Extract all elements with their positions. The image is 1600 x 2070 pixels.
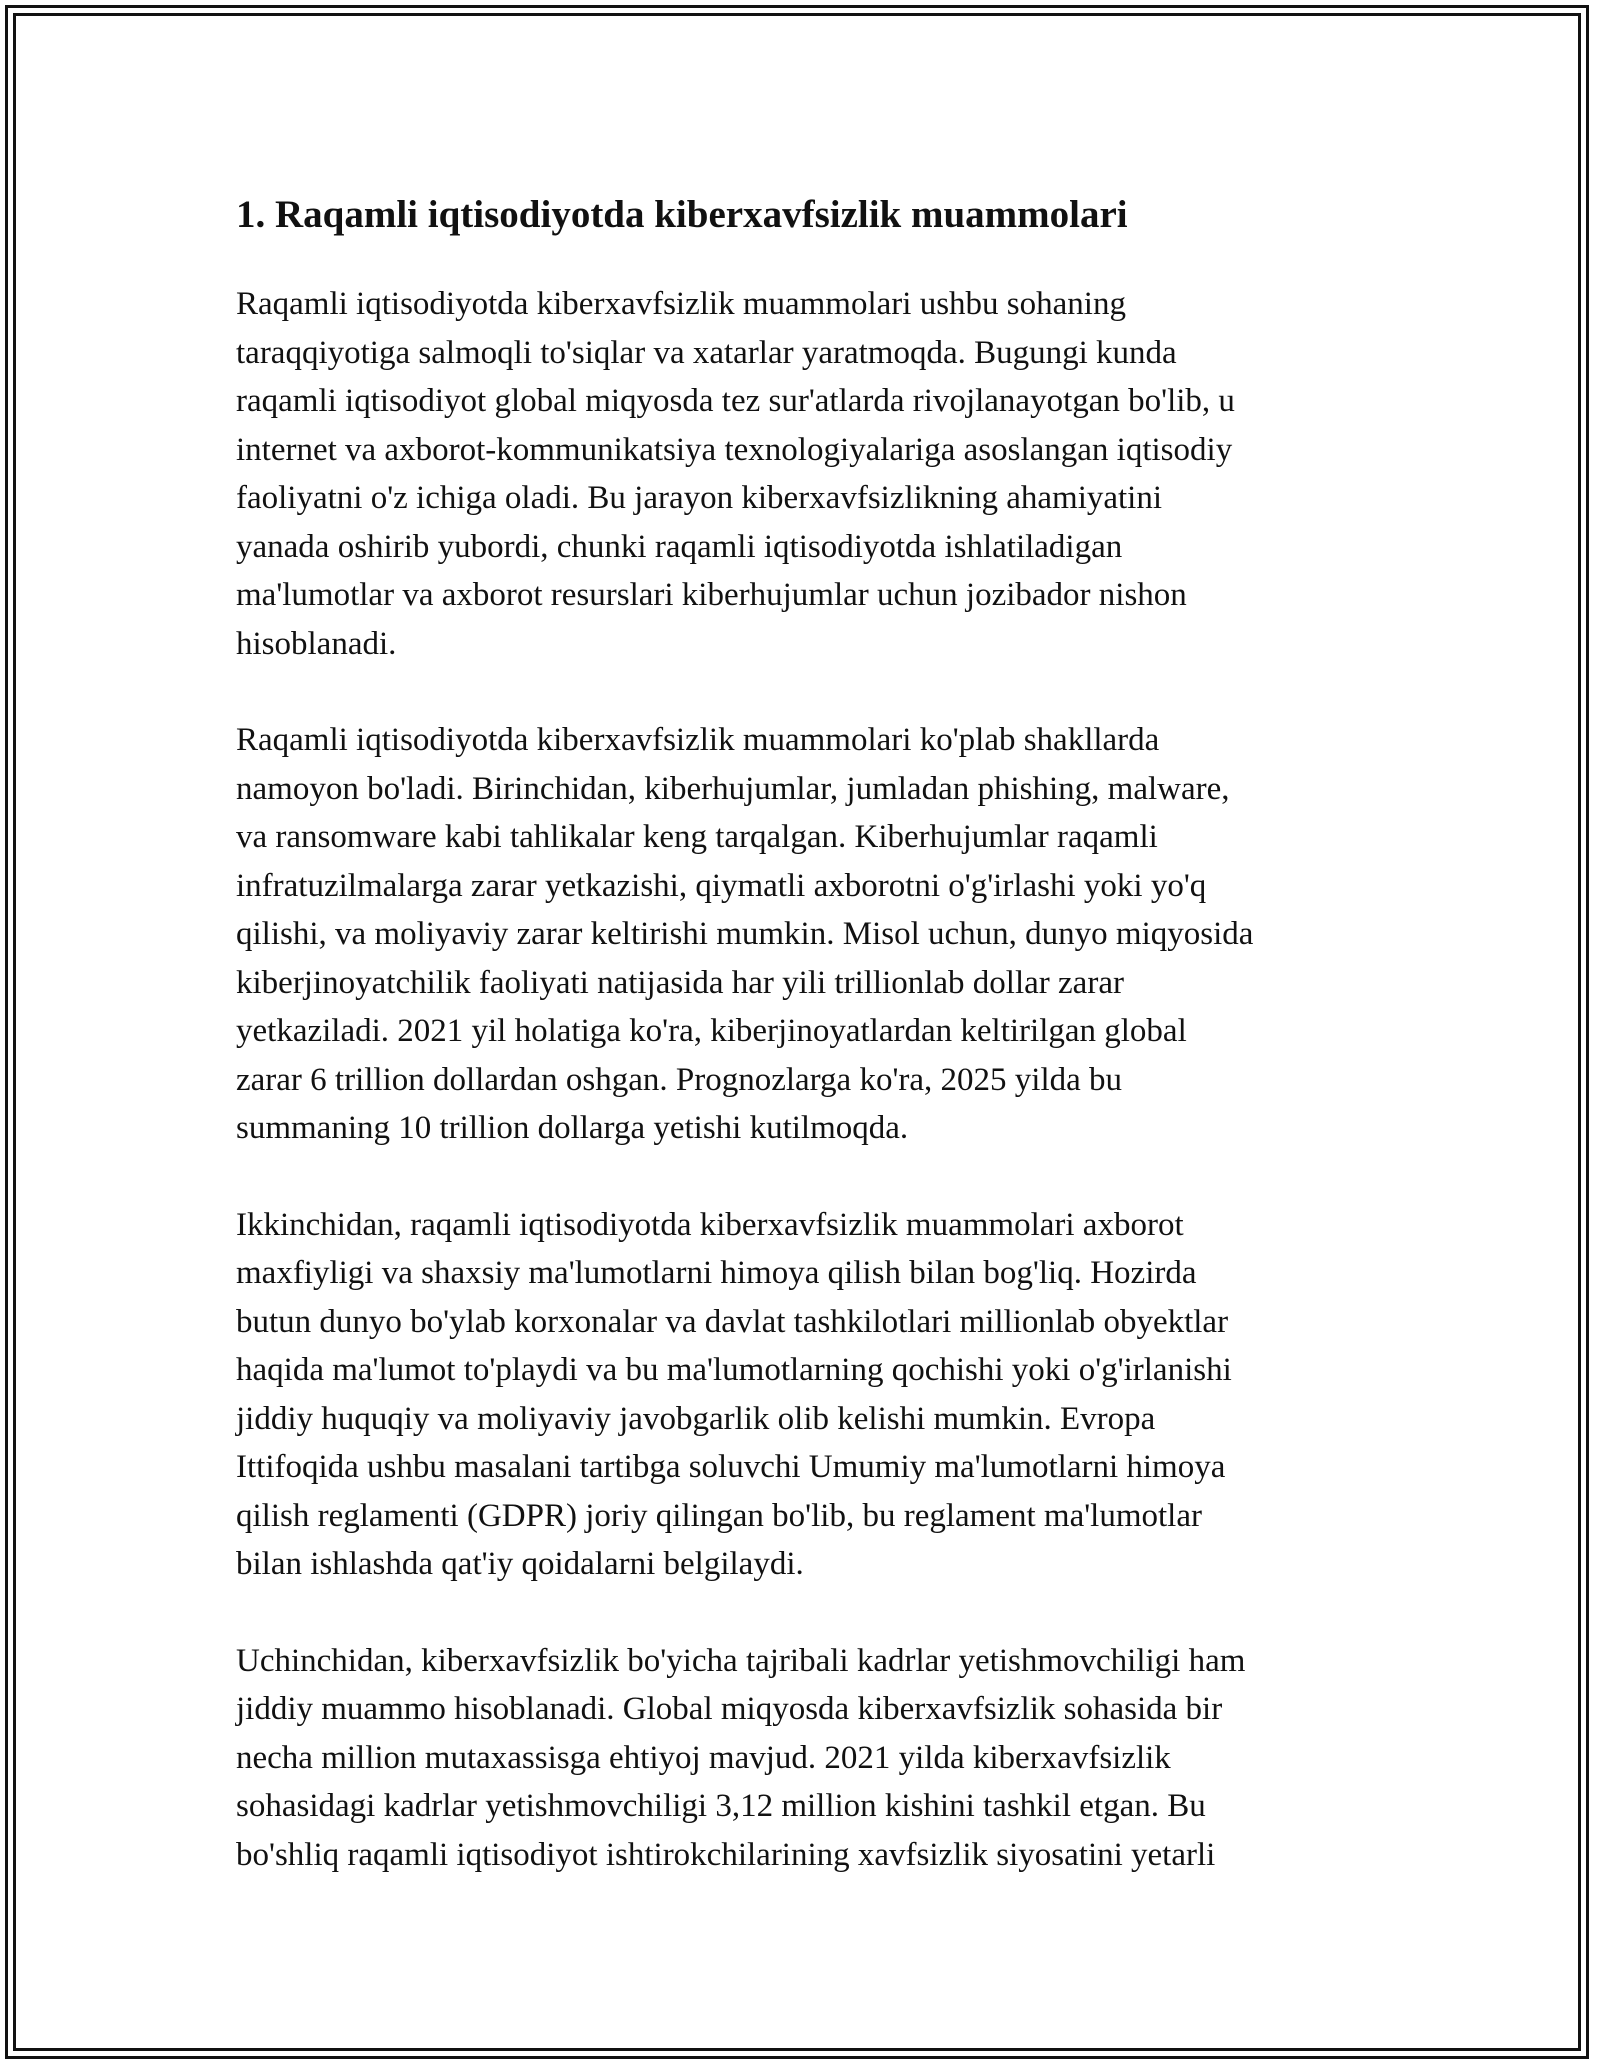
paragraph-1: Raqamli iqtisodiyotda kiberxavfsizlik muammolari ushbu sohaning taraqqiyotiga salmoqli to'siqlar va xatarlar yaratmoqda. Bugungi kunda raqamli iqtisodiyot global miqyosda tez sur'atlarda rivojlanayotgan bo'lib, u internet va axborot-kommunikatsiya texnologiyalariga asoslangan iqtisodiy faoliyatni o'z ichiga oladi. Bu jarayon kiberxavfsizlikning ahamiyatini yanada oshirib yubordi, chunki raqamli iqtisodiyotda ishlatiladigan ma'lumotlar va axborot resurslari kiberhujumlar uchun jozibador nishon hisoblanadi. xyxy=(236,286,1235,662)
page-content xyxy=(236,180,1376,1927)
paragraph-2: Raqamli iqtisodiyotda kiberxavfsizlik muammolari ko'plab shakllarda namoyon bo'ladi. Birinchidan, kiberhujumlar, jumladan phishing, malware, va ransomware kabi tahlikalar keng tarqalgan. Kiberhujumlar raqamli infratuzilmalarga zarar yetkazishi, qiymatli axborotni o'g'irlashi yoki yo'q qilishi, va moliyaviy zarar keltirishi mumkin. Misol uchun, dunyo miqyosida kiberjinoyatchilik faoliyati natijasida har yili trillionlab dollar zarar yetkaziladi. 2021 yil holatiga ko'ra, kiberjinoyatlardan keltirilgan global zarar 6 trillion dollardan oshgan. Prognozlarga ko'ra, 2025 yilda bu summaning 10 trillion dollarga yetishi kutilmoqda. xyxy=(236,722,1254,1146)
section-heading: 1. Raqamli iqtisodiyotda kiberxavfsizlik muammolari xyxy=(236,193,1128,236)
paragraph-3: Ikkinchidan, raqamli iqtisodiyotda kiberxavfsizlik muammolari axborot maxfiyligi va shaxsiy ma'lumotlarni himoya qilish bilan bog'liq. Hozirda butun dunyo bo'ylab korxonalar va davlat tashkilotlari millionlab obyektlar haqida ma'lumot to'playdi va bu ma'lumotlarning qochishi yoki o'g'irlanishi jiddiy huquqiy va moliyaviy javobgarlik olib kelishi mumkin. Evropa Ittifoqida ushbu masalani tartibga soluvchi Umumiy ma'lumotlarni himoya qilish reglamenti (GDPR) joriy qilingan bo'lib, bu reglament ma'lumotlar bilan ishlashda qat'iy qoidalarni belgilaydi. xyxy=(236,1206,1232,1582)
paragraph-4: Uchinchidan, kiberxavfsizlik bo'yicha tajribali kadrlar yetishmovchiligi ham jiddiy muammo hisoblanadi. Global miqyosda kiberxavfsizlik sohasida bir necha million mutaxassisga ehtiyoj mavjud. 2021 yilda kiberxavfsizlik sohasidagi kadrlar yetishmovchiligi 3,12 million kishini tashkil etgan. Bu bo'shliq raqamli iqtisodiyot ishtirokchilarining xavfsizlik siyosatini yetarli xyxy=(236,1642,1246,1873)
